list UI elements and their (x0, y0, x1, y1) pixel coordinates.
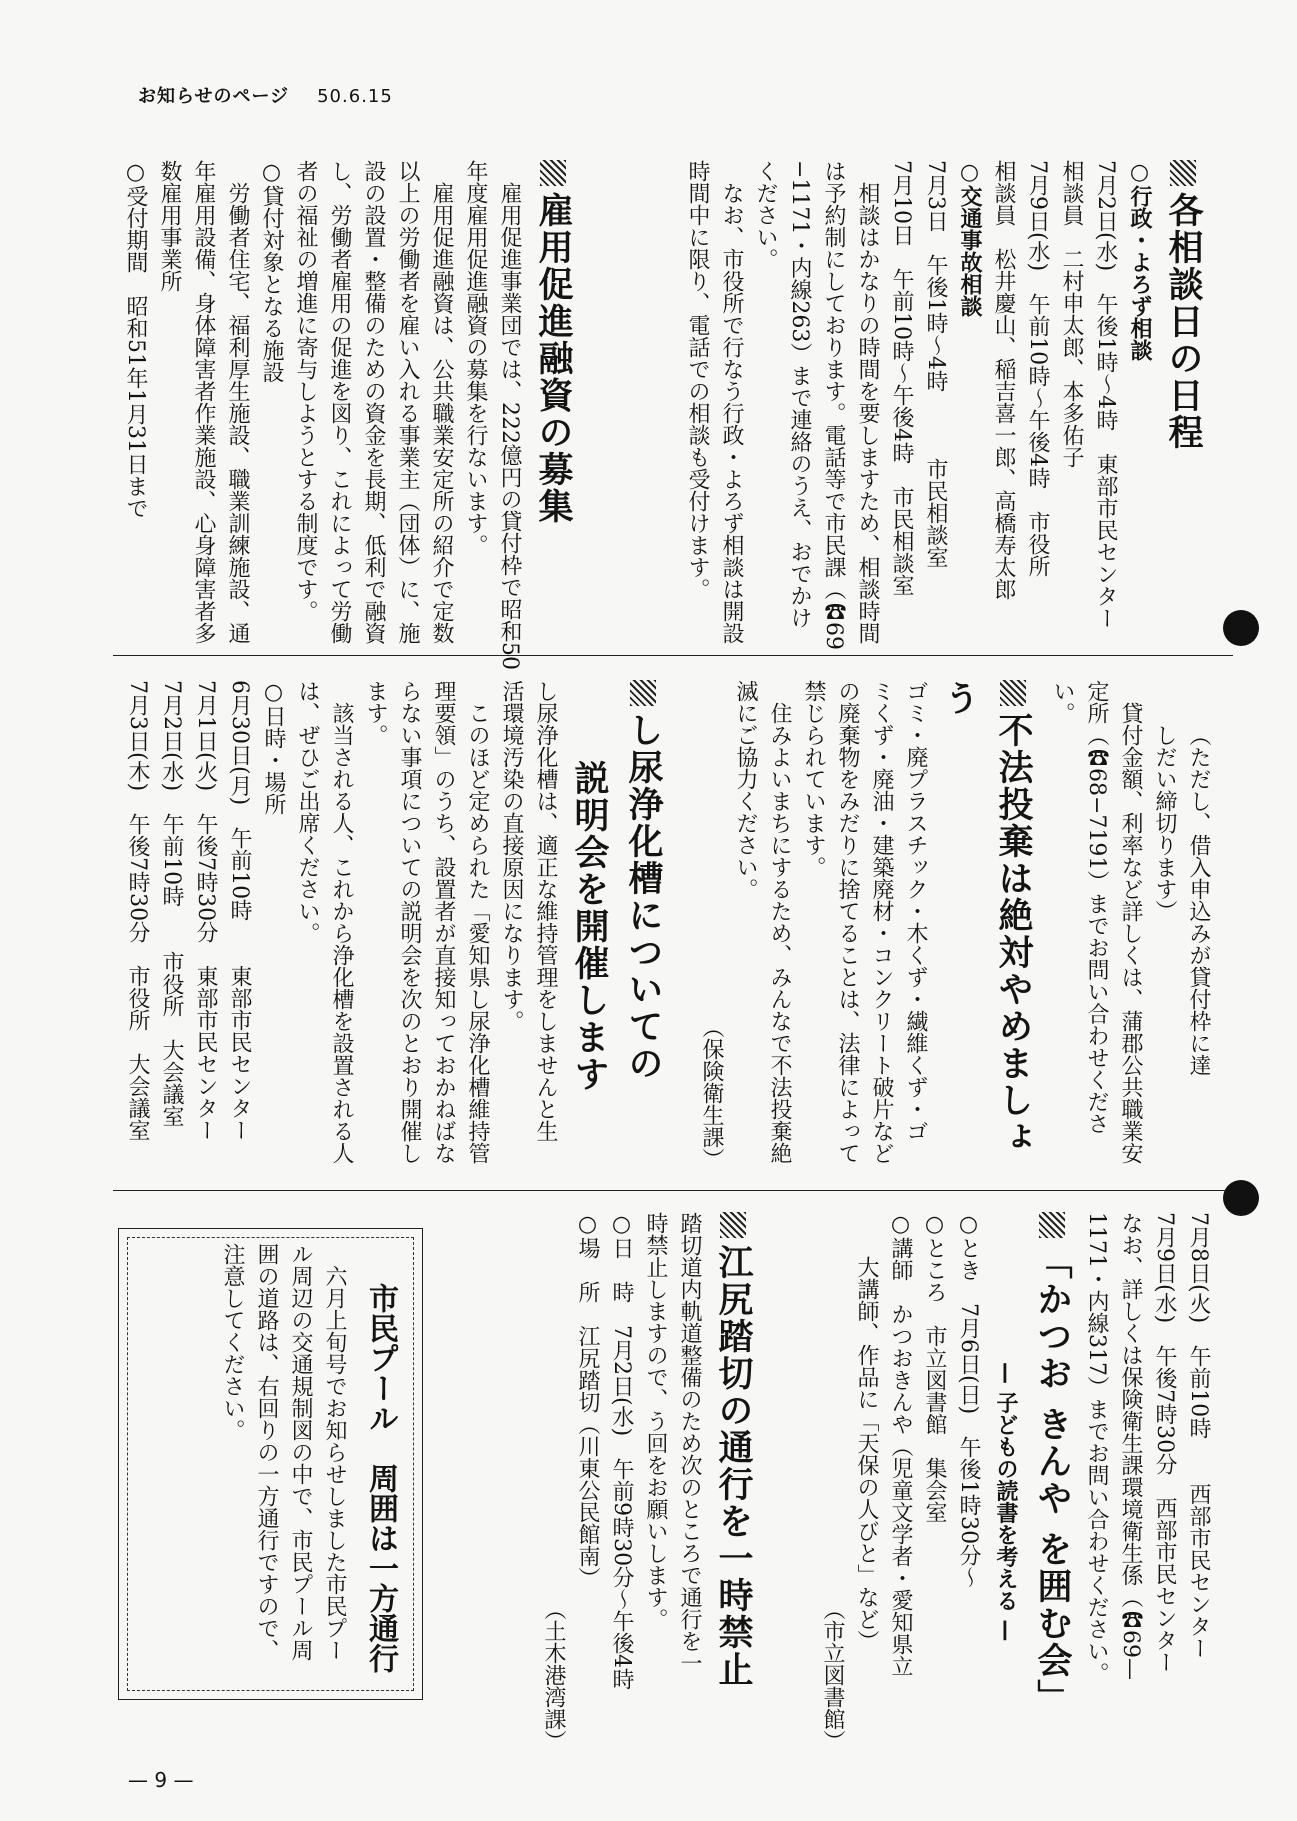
article-title: 市民プール 周囲は一方通行 (363, 1283, 398, 1673)
text-line: 6月30日(月) 午前10時 東部市民センター (227, 680, 252, 1142)
text-line: 時禁止しますので、う回をお願いします。 (643, 1212, 668, 1630)
title-text: 各相談日の日程 (1163, 192, 1203, 451)
text-line: 数雇用事業所 (157, 160, 182, 292)
text-line: （保険衛生課） (699, 1016, 724, 1170)
page-number: — 9 — (128, 1768, 194, 1792)
title-text: し尿浄化槽についての (623, 712, 663, 1082)
text-line: 囲の道路は、右回りの一方通行ですので、 (254, 1243, 279, 1661)
article-title (1156, 160, 1210, 640)
text-line: 年度雇用促進融資の募集を行ないます。 (463, 160, 488, 556)
article-title (706, 1212, 760, 1752)
section-divider (113, 1190, 1233, 1191)
hatch-icon (1039, 1212, 1065, 1238)
text-line: なお、市役所で行なう行政・よろず相談は開設 (719, 182, 744, 644)
text-line: ル周辺の交通規制図の中で、市民プール周 (288, 1243, 313, 1661)
hatch-icon (720, 1212, 746, 1238)
text-line: 禁じられています。 (801, 680, 826, 878)
text-line: （市立図書館） (820, 1598, 845, 1752)
text-line: 六月上旬号でお知らせしました市民プー (322, 1265, 347, 1661)
text-line: 貸付金額、利率など詳しくは、蒲郡公共職業安 (1118, 702, 1143, 1164)
text-line: ○講師 かつおきんや（児童文学者・愛知県立 (888, 1212, 913, 1677)
title-text: 不法投棄は絶対やめましょう (939, 680, 1033, 1156)
notice-box-pool (118, 1228, 423, 1700)
text-line: 相談員 松井慶山、稲吉喜一郎、高橋寿太郎 (991, 160, 1016, 600)
text-line: ください。 (753, 160, 778, 270)
section-divider (113, 655, 1233, 656)
punch-hole (1223, 1180, 1259, 1216)
text-line: ます。 (363, 680, 388, 746)
text-line: 以上の労働者を雇い入れる事業主（団体）に、施 (395, 160, 420, 644)
text-line: 者の福祉の増進に寄与しようとする制度です。 (293, 160, 318, 622)
text-line: ○交通事故相談 (957, 160, 982, 317)
hatch-icon (1170, 160, 1196, 186)
article-illegal-dumping (699, 680, 1040, 1170)
article-employment-loan (110, 160, 580, 670)
text-line: ミくず・廃油・建築廃材・コンクリート破片など (869, 680, 894, 1164)
punch-hole (1223, 610, 1259, 646)
text-line: ○行政・よろず相談 (1127, 160, 1152, 361)
text-line: 1171・内線317）までお問い合わせください。 (1084, 1212, 1109, 1684)
hatch-icon (630, 680, 656, 706)
text-line: 7月9日(水) 午後7時30分 西部市民センター (1152, 1212, 1177, 1674)
text-line: の廃棄物をみだりに捨てることは、法律によって (835, 680, 860, 1164)
text-line: 踏切道内軌道整備のため次のところで通行を一 (677, 1212, 702, 1674)
text-line: 7月2日(水) 午前10時 市役所 大会議室 (159, 680, 184, 1128)
article-pool (129, 1243, 409, 1683)
text-line: 7月8日(火) 午前10時 西部市民センター (1186, 1212, 1211, 1660)
text-line: （土木港湾課） (541, 1598, 566, 1752)
text-line: は予約制にしております。電話等で市民課（☎69 (821, 160, 846, 650)
text-line: ○受付期間 昭和51年1月31日まで (123, 160, 148, 519)
article-title-2: 説明会を開催します (569, 760, 609, 1093)
text-line: なお、詳しくは保険衛生課環境衛生係（☎69— (1118, 1212, 1143, 1680)
page-header (138, 82, 393, 108)
text-line: らない事項についての説明会を次のとおり開催し (397, 680, 422, 1164)
text-line: 相談員 二村申太郎、本多佑子 (1059, 160, 1084, 468)
text-line: 7月3日 午後1時～4時 市民相談室 (923, 160, 948, 568)
text-line: −1171・内線263）まで連絡のうえ、おでかけ (787, 160, 812, 629)
text-line: い。 (1050, 680, 1075, 724)
text-line: ○日時・場所 (261, 680, 286, 815)
article-consultation (635, 160, 1210, 650)
text-line: ○貸付対象となる施設 (259, 160, 284, 383)
text-line: 7月2日(水) 午後1時～4時 東部市民センター (1093, 160, 1118, 630)
text-line: ○ところ 市立図書館 集会室 (922, 1212, 947, 1523)
article-title (1025, 1212, 1079, 1752)
text-line: 相談はかなりの時間を要しますため、相談時間 (855, 182, 880, 644)
article-septic-tank (110, 680, 670, 1170)
text-line: しだい締切ります） (1152, 724, 1177, 922)
text-line: 7月10日 午前10時～午後4時 市民相談室 (889, 160, 914, 596)
text-line: 活環境汚染の直接原因になります。 (499, 680, 524, 1032)
text-line: 該当される人、これから浄化槽を設置される人 (329, 702, 354, 1164)
text-line: 時間中に限り、電話での相談も受付けます。 (685, 160, 710, 600)
article-subtitle: — 子どもの読書を考える — (993, 1362, 1018, 1642)
article-title (616, 680, 670, 1170)
title-text: 江尻踏切の通行を一時禁止 (713, 1244, 753, 1688)
text-line: 7月9日(水) 午前10時～午後4時 市役所 (1025, 160, 1050, 578)
text-line: 滅にご協力ください。 (733, 680, 758, 900)
text-line: ゴミ・廃プラスチック・木くず・繊維くず・ゴ (903, 680, 928, 1142)
text-line: 雇用促進融資は、公共職業安定所の紹介で定数 (429, 182, 454, 644)
text-line: 雇用促進事業団では、222億円の貸付枠で昭和50 (497, 182, 522, 670)
text-line: 年雇用設備、身体障害者作業施設、心身障害者多 (191, 160, 216, 644)
text-line: 注意してください。 (220, 1243, 245, 1441)
text-line: （ただし、借入申込みが貸付枠に達 (1186, 724, 1211, 1076)
text-line: 7月3日(木) 午後7時30分 市役所 大会議室 (125, 680, 150, 1142)
text-line: 7月1日(火) 午後7時30分 東部市民センター (193, 680, 218, 1142)
text-line: 労働者住宅、福利厚生施設、職業訓練施設、通 (225, 182, 250, 644)
header-label: お知らせのページ (138, 86, 290, 107)
text-line: 理要領」のうち、設置者が直接知っておかねばな (431, 680, 456, 1164)
text-line: 設の設置・整備のための資金を長期、低利で融資 (361, 160, 386, 644)
text-line: ○場 所 江尻踏切（川東公民館南） (575, 1212, 600, 1589)
text-line: は、ぜひご出席ください。 (295, 680, 320, 944)
text-line: し、労働者雇用の促進を図り、これによって労働 (327, 160, 352, 644)
text-line: ○とき 7月6日(日) 午後1時30分～ (956, 1212, 981, 1589)
text-line: 大講師、作品に「天保の人びと」など） (854, 1256, 879, 1652)
header-date: 50.6.15 (317, 86, 393, 107)
hatch-icon (1000, 680, 1026, 706)
text-line: ○日 時 7月2日(水) 午前9時30分～午後4時 (609, 1212, 634, 1691)
hatch-icon (540, 160, 566, 186)
article-katsuo-meeting (775, 1212, 1215, 1752)
text-line: このほど定められた「愛知県し尿浄化槽維持管 (465, 702, 490, 1164)
title-text: 「かつお きんや を囲む会」 (1032, 1244, 1072, 1717)
text-line: 住みよいまちにするため、みんなで不法投棄絶 (767, 702, 792, 1164)
text-line: 定所（☎68−7191）までお問い合わせくださ (1084, 680, 1109, 1135)
article-employment-loan-cont (1050, 680, 1215, 1170)
article-title (932, 680, 1040, 1170)
article-railroad-crossing (500, 1212, 760, 1752)
text-line: し尿浄化槽は、適正な維持管理をしませんと生 (533, 680, 558, 1142)
title-text: 雇用促進融資の募集 (533, 192, 573, 525)
article-title (526, 160, 580, 640)
